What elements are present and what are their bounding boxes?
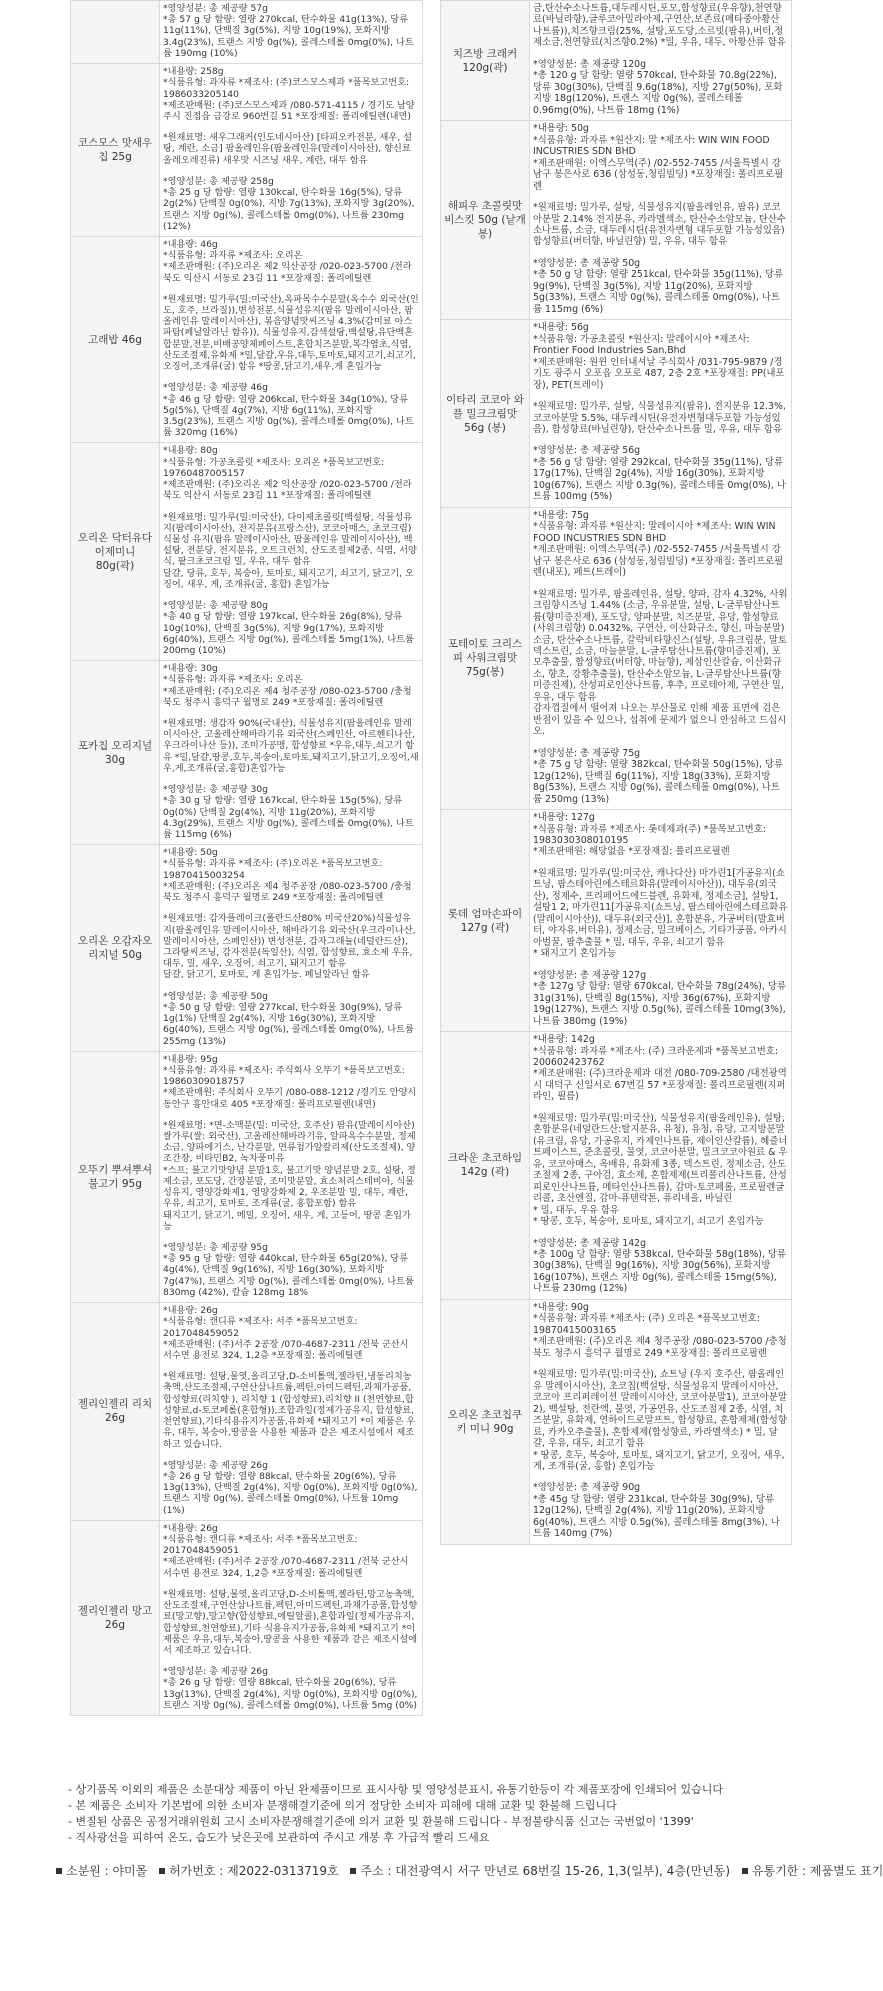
product-details xyxy=(160,1303,423,1521)
product-row xyxy=(71,1303,423,1521)
product-details xyxy=(530,507,792,809)
detail-block: *내용량: 127g *식품유형: 과자류 *제조사: 롯데제과(주) *품목보고번호: 1983030308010195 *제조판매원: 해당없음 *포장재질: 폴리프로필렌 xyxy=(533,812,766,858)
detail-block: *영양성분: 총 제공량 46g *총 46 g 당 함량: 열량 206kcal, 탄수화물 34g(10%), 당류 5g(5%), 단백질 4g(7%), 지방 6g(11%), 포화지방 3.5g(23%), 트랜스 지방 0g(%), 콜레스테롤 0mg(0%), 나트륨 320mg (16%) xyxy=(163,382,414,439)
product-details xyxy=(160,1051,423,1302)
detail-block: *영양성분: 총 제공량 75g *총 75 g 당 함량: 열량 382kcal, 탄수화물 50g(15%), 당류 12g(12%), 단백질 6g(11%), 지방 18g(33%), 포화지방 8g(53%), 트랜스 지방 0g(%), 콜레스테롤 0mg(0%), 나트륨 250mg (13%) xyxy=(533,747,784,805)
detail-block: *내용량: 46g *식품유형: 과자류 *제조사: 오리온 *제조판매원: (주)오리온 제2 익산공장 /020-023-5700 /전라북도 익산시 서동로 23길 11 *포장재질: 폴리에틸렌 xyxy=(163,238,412,284)
product-name: 오리온 초코칩쿠키 미니 90g xyxy=(441,1299,530,1544)
detail-block: *원재료명: 밀가루(밀:미국산), 다이제초콜릿[백설탕, 식물성유지(팜레이시아산), 전지분유(프랑스산), 코코아매스, 초코크림) 식물성 유지(팜유 말레이시아산, 팜올레인유 말레이시아산), 백설탕, 전분당, 전지분유, 오트크런치, 산도조절제2종, 식염, 서양식, 팥크초코크림 밀, 우유, 대두 함유 달걀, 당류, 호두, 복숭아, 토마토, 돼지고기, 쇠고기, 닭고기, 오징어, 새우, 게, 조개류(굴, 홍합) 혼입가능 xyxy=(163,511,417,590)
detail-block: *영양성분: 총 제공량 120g *총 120 g 당 함량: 열량 570kcal, 탄수화물 70.8g(22%), 당류 30g(30%), 단백질 9.6g(18%), 지방 27g(50%), 포화지방 18g(120%), 트랜스 지방 0g(%), 콜레스테롤 0.96mg(0%), 나트륨 18mg (1%) xyxy=(533,58,783,116)
detail-block: *영양성분: 총 제공량 50g *총 50 g 당 함량: 열량 251kcal, 탄수화물 35g(11%), 당류 9g(9%), 단백질 3g(5%), 지방 11g(20%), 포화지방 5g(33%), 트랜스 지방 0g(%), 콜레스테롤 0mg(0%), 나트륨 115mg (6%) xyxy=(533,257,784,315)
product-name: 젤리인젤리 리치 26g xyxy=(71,1303,160,1521)
product-details xyxy=(530,1032,792,1300)
detail-block: *영양성분: 총 제공량 258g *총 25 g 당 함량: 열량 130kcal, 탄수화물 16g(5%), 당류 2g(2%) 단백질 0g(0%), 지방 7g(13%), 포화지방 3g(20%), 트랜스 지방 0g(%), 콜레스테롤 0mg(0%), 나트륨 230mg (12%) xyxy=(163,175,415,232)
right-product-table xyxy=(440,0,792,1545)
detail-block: *영양성분: 총 제공량 90g *총 45g 당 함량: 열량 231kcal, 탄수화물 30g(9%), 당류 12g(12%), 단백질 2g(4%), 지방 11g(20%), 포화지방 6g(40%), 트랜스 지방 0.5g(%), 콜레스테롤 8mg(3%), 나트륨 140mg (7%) xyxy=(533,1482,780,1540)
detail-block: *내용량: 26g *식품유형: 캔디류 *제조사: 서주 *품목보고번호: 2017048459052 *제조판매원: (주)서주 2공장 /070-4687-2311 /전북 군산시 서수면 용전로 324, 1,2층 *포장재질: 폴리에틸렌 xyxy=(163,1305,409,1361)
detail-block: *원재료명: 밀가루(밀:미국산), 쇼트닝 (우지 호주산, 팜올레인유 말레이시아산), 초코칩(백설탕, 식물성유지 말레이시아산, 코코아 프리퍼레이션 말레이시아산, 코코아분말1), 코코아분말2), 백설탕, 전란액, 물엿, 가공연유, 산도조절제 2종, 식염, 치즈분말, 유화제, 연하이드로말프트, 합성향료, 혼합제제(합성향료, 카카오추출물), 혼합제제(합성향료, 카라멜색소) * 밀, 달걀, 우유, 대두, 쇠고기 함유 * 땅콩, 호두, 복숭아, 토마토, 돼지고기, 닭고기, 오징어, 새우, 게, 조개류(굴, 홍합) 혼입가능 xyxy=(533,1369,787,1472)
product-details xyxy=(160,443,423,661)
detail-block: *내용량: 30g *식품유형: 과자류 *제조사: 오리온 *제조판매원: (주)오리온 제4 청주공장 /080-023-5700 /충청북도 청주시 흥덕구 월명로 249 *포장재질: 폴리에틸렌 xyxy=(163,663,412,708)
product-row xyxy=(71,1,423,64)
product-row xyxy=(71,1051,423,1302)
detail-block: *영양성분: 총 제공량 26g *총 26 g 당 함량: 열량 88kcal, 탄수화물 20g(6%), 당류 13g(13%), 단백질 2g(4%), 지방 0g(0%), 포화지방 0g(0%), 트랜스 지방 0g(%), 콜레스테롤 0mg(0%), 나트륨 5mg (0%) xyxy=(163,1666,418,1711)
detail-block: *원재료명: 감자플레이크(폴란드산80% 미국산20%)식물성유지(팜올레인유 말레이시아산, 해바라기유 외국산(우크라이나산, 말레이시아산, 스페인산)) 변성전분, 감자그래뉼(네덜란드산), 그라탕씨즈닝, 감자전분(독일산), 식염, 합성향료, 효소제 우유, 대두, 밀, 새우, 오징어, 쇠고기, 돼지고기 함유 달걀, 닭고기, 토마토, 게 혼입가능. 페닐알라닌 함유 xyxy=(163,913,416,981)
detail-block: *영양성분: 총 제공량 80g *총 40 g 당 함량: 열량 197kcal, 탄수화물 26g(8%), 당류 10g(10%), 단백질 3g(5%), 지방 9g(17%), 포화지방 6g(40%), 트랜스 지방 0g(%), 콜레스테롤 5mg(1%), 나트륨 200mg (10%) xyxy=(163,600,414,656)
product-row xyxy=(441,1299,792,1544)
product-details xyxy=(530,1,792,121)
product-row xyxy=(441,507,792,809)
detail-block: *내용량: 258g *식품유형: 과자류 *제조사: (주)코스모스제과 *품목보고번호: 1986033205140 *제조판매원: (주)코스모스제과 /080-571-4115 / 경기도 남양주시 진접읍 금강로 960번길 51 *포장재질: 폴리에틸렌(내면) xyxy=(163,66,415,122)
detail-block: *영양성분: 총 제공량 30g *총 30 g 당 함량: 열량 167kcal, 탄수화물 15g(5%), 당류 0g(0%) 단백질 2g(4%), 지방 11g(20%), 포화지방 4.3g(29%), 트랜스 지방 0g(%), 콜레스테롤 0mg(0%), 나트륨 115mg (6%) xyxy=(163,784,414,840)
detail-block: *원재료명: 밀가루(밀:미국산),옥파목수수분말(옥수수 외국산(인도, 호주, 브라질)),변성전분,식물성유지(팜유 말레이시아산, 팜올레인유 말레이시아산), 볶음양념맛씨즈닝 4.3%(감미료 아스파탐(페닐알라닌 함유)), 식물성유지,감색설탕,백설탕,유단백혼합분말,전분,비배공양체페이스트,혼합치즈분말,복각염초,식염,산도조절제,유화제 *밀,달걀,우유,대두,토마토,돼지고기,쇠고기,오징어,조개류(굴) 함유 *땅콩,닭고기,새우,게 혼입가능 xyxy=(163,293,419,373)
detail-block: *원재료명: 밀가루, 설탕, 식물성유지(팜올레인유, 팜유) 코코아분말 2.14% 전지분유, 카라멜색소, 탄산수소암모늄, 탄산수소나트륨, 소금, 대두레시틴(유전자변형 대두포함 가능성있음) 합성향료(버터향, 바닐린향) 밀, 우유, 대두 함유 xyxy=(533,202,786,248)
product-row xyxy=(71,64,423,237)
product-details xyxy=(160,845,423,1052)
detail-block: *원재료명: 밀가루(밀:미국산), 식물성유지(팜올레인유), 설탕, 혼합분유(네덜란드산:탈지분유, 유청), 유청, 유당, 고지방분말(유크림, 유당, 가공유지, 카제인나트륨, 제이인산칼륨), 혜즐너트페이스트, 준초콜릿, 물엿, 코코아분말, 밀크코코아원료 & 우유, 코코아매스, 옥배유, 유화제 3종, 덱스트린, 정제소금, 산도조절제 2종, 구아검, 효소제, 혼합제제(트리폴리산나트륨, 산성피로인산나트륨, 메타인산나트륨), 감마-토코페롤, 프로필렌글리콜, 초산엔질, 감마-퓨텐락톤, 퓨리네올, 바닐린 * 밀, 대두, 우유 함유 * 땅콩, 호두, 복숭아, 토마토, 돼지고기, 쇠고기 혼입가능 xyxy=(533,1112,788,1228)
product-name: 코스모스 맛새우칩 25g xyxy=(71,64,160,237)
bullet-icon xyxy=(159,1868,165,1874)
product-row xyxy=(71,443,423,661)
detail-block: *내용량: 95g *식품유형: 과자류 *제조사: 주식회사 오뚜기 *품목보고번호: 19860309018757 *제조판매원: 주식회사 오뚜기 /080-088-1212 /경기도 안양시 동안구 흥안대로 405 *포장재질: 폴리프로필렌(내면) xyxy=(163,1053,417,1110)
detail-block: *원재료명: 설탕,물엿,올리고당,D-소비톨액,젤라틴,망고농축액,산도조절제,구연산삼나트륨,펙틴,아미드펙틴,과채가공품,합성향료(망고향),망고향(합성향료,에틸알콜),혼합과일(정제가공유지,합성향료,천연향료),기타 식용유지가공품,유화제 *돼지고기 *이 제품은 우유,대두,복숭아,땅콩을 사용한 제품과 같은 제조시설에서 제조하고 있습니다. xyxy=(163,1588,418,1656)
seller-footer xyxy=(48,1862,883,1879)
detail-block: *영양성분: 총 제공량 56g *총 56 g 당 함량: 열량 292kcal, 탄수화물 35g(11%), 당류 17g(17%), 단백질 2g(4%), 지방 16g(30%), 포화지방 10g(67%), 트랜스 지방 0.3g(%), 콜레스테롤 0mg(0%), 나트륨 100mg (5%) xyxy=(533,445,786,503)
license-number: 허가번호 : 제2022-0313719호 xyxy=(169,1864,339,1878)
product-name: 오뚜기 뿌셔뿌셔 불고기 95g xyxy=(71,1051,160,1302)
notice-line: - 상기품목 이외의 제품은 소분대상 제품이 아닌 완제품이므로 표시사항 및 영양성분표시, 유통기한등이 각 제품포장에 인쇄되어 있습니다 xyxy=(68,1783,723,1796)
product-row xyxy=(441,320,792,508)
product-row xyxy=(71,845,423,1052)
product-name: 크라운 초코하임 142g (곽) xyxy=(441,1032,530,1300)
detail-block: *내용량: 56g *식품유형: 가공초콜릿 *원산지: 말레이시아 *제조사: Frontier Food Industries San,Bhd *제조판매원: 원윈 인터내셔날 주식회사 /031-795-9879 /경기도 광주시 오포읍 오포로 487, 2층 2호 *포장재질: PP(내포장), PET(트레이) xyxy=(533,322,785,391)
product-details xyxy=(160,236,423,443)
detail-block: *원재료명: 설탕,물엿,올리고당,D-소비톨액,젤라틴,냉동리치농축액,산도조절제,구연산삼나트륨,펙틴,아미드펙틴,과채가공품,합성향료(리치향 ), 리치향 1 (합성향료),리치향 II (천연향료,합성향료,d-토코페롤(혼합형)),조합과일(정제가공유지, 합성향료,천연향료),기타식용유지가공품,유화제 *돼지고기 *이 제품은 우유, 대두, 복숭아,땅콩을 사용한 제품과 같은 제조시설에서 제조하고 있습니다. xyxy=(163,1371,416,1450)
bullet-icon xyxy=(56,1868,62,1874)
seller-address: 주소 : 대전광역시 서구 만년로 68번길 15-26, 1,3(일부), 4층(만년동) xyxy=(360,1864,731,1878)
detail-block: *원재료명: *면-소맥분(밀: 미국산, 호주산) 팜유(말레이시아산) 쌀가루(쌀: 외국산), 고올레산해바라기유, 알파옥수수분말, 정제소금, 양파에기스, 난각분말, 면류첨가알칼리제(산도조절제), 양조간장, 비타민B2, 녹차풍미유 *스프; 불고기맛양념 분말1호, 불고기맛 양념분말 2호, 설탕, 정제소금, 포도당, 간장분말, 조미맛분말, 효소처리스테비아, 식물성유지, 영양강화제1, 영양강화제 2, 우조분말 밀, 대두, 계란, 우유, 쇠고기, 토마토, 조개류(굴, 홍합포함) 함유 돼지고기, 닭고기, 메밀, 오징어, 새우, 게, 고등어, 땅콩 혼입가능 xyxy=(163,1119,416,1232)
notice-line: - 본 제품은 소비자 기본법에 의한 소비자 분쟁해결기준에 의거 정당한 소비자 피해에 대해 교환 및 환불해 드립니다 xyxy=(68,1799,617,1812)
product-name: 롯데 엄마손파이 127g (곽) xyxy=(441,810,530,1032)
left-product-table xyxy=(70,0,423,1716)
detail-block: *영양성분: 총 제공량 95g *총 95 g 당 함량: 열량 440kcal, 탄수화물 65g(20%), 당류 4g(4%), 단백질 9g(16%), 지방 16g(30%), 포화지방 7g(47%), 트랜스 지방 0g(%), 콜레스테롤 0mg(0%), 나트륨 830mg (42%), 칼슘 128mg 18% xyxy=(163,1242,414,1298)
product-name: 오리온 오감자오리지널 50g xyxy=(71,845,160,1052)
product-row xyxy=(441,1032,792,1300)
detail-block: *영양성분: 총 제공량 26g *총 26 g 당 함량: 열량 88kcal, 탄수화물 20g(6%), 당류 13g(13%), 단백질 2g(4%), 지방 0g(0%), 포화지방 0g(0%), 트랜스 지방 0g(%), 콜레스테롤 0mg(0%), 나트륨 10mg (1%) xyxy=(163,1459,418,1516)
detail-block: *내용량: 50g *식품유형: 과자류 *원산지: 말 *제조사: WIN WIN FOOD INCUSTRIES SDN BHD *제조판매원: 이엑스무역(주) /02-552-7455 /서울특별시 강남구 봉은사로 636 (삼성동,청림빌딩) *포장재질: 폴리프로필렌 xyxy=(533,123,784,192)
product-row xyxy=(441,121,792,320)
product-name: 젤리인젤리 망고 26g xyxy=(71,1520,160,1715)
product-row xyxy=(71,236,423,443)
product-details xyxy=(160,1520,423,1715)
detail-block: *내용량: 75g *식품유형: 과자류 *원산지: 말레이시아 *제조사: WIN WIN FOOD INCUSTRIES SDN BHD *제조판매원: 이엑스무역(주) /02-552-7455 /서울특별시 강남구 봉은사로 636 (삼성동,청림빌딩) *포장재질: 폴리프로필렌(내포), 페트(트레이) xyxy=(533,509,784,579)
detail-block: *내용량: 80g *식품유형: 가공초콜릿 *제조사: 오리온 *품목보고번호: 19760487005157 *제조판매원: (주)오리온 제2 익산공장 /020-023-5700 /전라북도 익산시 서동로 23길 11 *포장재질: 폴리에틸렌 xyxy=(163,445,412,502)
detail-block: *원재료명: 밀가루(밀:미국산, 캐나다산) 마가린1[가공유지(쇼트닝, 팜스테아린에스테르화유(말레이시아산)), 대두유(외국산), 정제수, 프리페어드에드블렌, 유화제, 정제소금], 설탕1, 설탕1 2, 마가린11[가공유지(쇼트닝, 팜스테아린에스테르화유(말레이시아산)), 대두유(외국산)], 혼합분유, 가공버터(발효버터, 야자유,버터유), 정제소금, 밀크베이스, 기타가공품, 아카시아벌꿀, 팜추출물 * 밀, 대두, 우유, 쇠고기 함유 * 돼지고기 혼입가능 xyxy=(533,867,788,960)
expiry-info: 유통기한 : 제품별도 표기 xyxy=(751,1864,883,1878)
nutrition-table-left xyxy=(70,0,423,1716)
product-details xyxy=(160,1,423,64)
product-details xyxy=(160,64,423,237)
nutrition-table-right xyxy=(440,0,792,1545)
product-name: 오리온 닥터유다이제미니 80g(곽) xyxy=(71,443,160,661)
product-name: 이타리 코코아 와플 밀크크림맛 56g (봉) xyxy=(441,320,530,508)
detail-block: *영양성분: 총 제공량 127g *총 127g 당 함량: 열량 670kcal, 탄수화물 78g(24%), 당류 31g(31%), 단백질 8g(15%), 지방 36g(67%), 포화지방 19g(127%), 트랜스 지방 0.5g(%), 콜레스테롤 10mg(3%), 나트륨 380mg (19%) xyxy=(533,969,787,1027)
detail-block: 금,탄산수소나트륨,대두레시틴,포모,합성향료(우유향),천연향료(바닐라향),글루코아밀라아제,구연산,보존료(메타중아황산나트륨)),치즈향크림(25%, 설탕,포도당,소르빗(팜유),버터,정제소금,천연향료(치즈향0.2%) *밀, 우유, 대두, 아황산류 함유 xyxy=(533,3,786,49)
notice-section xyxy=(68,1782,808,1846)
detail-block: *내용량: 142g *식품유형: 과자류 *제조사: (주) 크라운제과 *품목보고번호: 200602423762 *제조판매원: (주)크라운제과 대전 /080-709-2580 /대전광역시 대덕구 신일서로 67번길 57 *포장재질: 폴리프로필렌(지퍼라인, 필름) xyxy=(533,1034,787,1103)
product-name xyxy=(71,1,160,64)
product-details xyxy=(530,121,792,320)
detail-block: *내용량: 90g *식품유형: 과자류 *제조사: (주) 오리온 *품목보고번호: 19870415003165 *제조판매원: (주)오리온 제4 청주공장 /080-023-5700 /충청북도 청주시 흥덕구 월명로 249 *포장재질: 폴리프로필렌 xyxy=(533,1301,787,1359)
detail-block: *원재료명: 생감자 90%(국내산), 식물성유지(팜올레인유 말레이시아산, 고올레산해바라기유 외국산(스페인산, 아르헨티나산, 우크라이나산 등)), 조미가공맹, 합성향료 *우유,대두,쇠고기 함유 *밀,달걀,땅콩,호두,복숭아,토마토,돼지고기,닭고기,오징어,새우,게,조개류(굴,홍합)혼입가능 xyxy=(163,718,419,774)
product-row xyxy=(441,810,792,1032)
notice-line: - 직사광선을 피하여 온도, 습도가 낮은곳에 보관하여 주시고 개봉 후 가급적 빨리 드세요 xyxy=(68,1831,490,1844)
detail-block: *내용량: 50g *식품유형: 과자류 *제조사: (주)오리온 *품목보고번호: 19870415003254 *제조판매원: (주)오리온 제4 청주공장 /080-023-5700 /충청북도 청주시 흥덕구 월명로 249 *포장재질: 폴리에틸렌 xyxy=(163,847,412,904)
seller-name: 소분원 : 야미몰 xyxy=(66,1864,148,1878)
detail-block: *내용량: 26g *식품유형: 캔디류 *제조사: 서주 *품목보고번호: 2017048459051 *제조판매원: (주)서주 2공장 /070-4687-2311 /전북 군산시 서수면 용전로 324, 1,2층 *포장재질: 폴리에틸렌 xyxy=(163,1522,409,1579)
bullet-icon xyxy=(742,1868,748,1874)
product-details xyxy=(160,661,423,845)
detail-block: *원재료명: 새우그래커(인도네시아산) [타피오카전분, 새우, 설탕, 계란, 소금] 팜올레인유(팜올레인유(말레이시아산), 향신료 올레오레진류) 새우맛 시즈닝 새우, 계란, 대두 함유 xyxy=(163,132,412,166)
detail-block: *영양성분: 총 제공량 142g *총 100g 당 함량: 열량 538kcal, 탄수화물 58g(18%), 당류 30g(38%), 단백질 9g(16%), 지방 30g(56%), 포화지방 16g(107%), 트랜스 지방 0g(%), 콜레스테롤 15mg(5%), 나트륨 230mg (12%) xyxy=(533,1237,787,1295)
product-row xyxy=(71,661,423,845)
product-details xyxy=(530,1299,792,1544)
notice-line: - 변질된 상품은 공정거래위원회 고시 소비자분쟁해결기준에 의거 교환 및 환불해 드립니다 - 부정불량식품 신고는 국번없이 '1399' xyxy=(68,1815,694,1828)
product-row xyxy=(441,1,792,121)
detail-block: *영양성분: 총 제공량 57g *총 57 g 당 함량: 열량 270kcal, 탄수화물 41g(13%), 당류 11g(11%), 단백질 3g(5%), 지방 10g(19%), 포화지방 3.4g(23%), 트랜스 지방 0g(%), 콜레스테롤 0mg(0%), 나트륨 190mg (10%) xyxy=(163,3,414,59)
product-row xyxy=(71,1520,423,1715)
product-name: 포카칩 오리지널 30g xyxy=(71,661,160,845)
product-name: 치즈방 크래커 120g(곽) xyxy=(441,1,530,121)
detail-block: *영양성분: 총 제공량 50g *총 50 g 당 함량: 열량 277kcal, 탄수화물 30g(9%), 당류 1g(1%) 단백질 2g(4%), 지방 16g(30%), 포화지방 6g(40%), 트랜스 지방 0g(%), 콜레스테롤 0mg(0%), 나트륨 255mg (13%) xyxy=(163,990,414,1047)
product-name: 고래밥 46g xyxy=(71,236,160,443)
product-details xyxy=(530,320,792,508)
product-name: 해피우 초콜릿맛 비스킷 50g (낱개봉) xyxy=(441,121,530,320)
bullet-icon xyxy=(350,1868,356,1874)
detail-block: *원재료명: 밀가루, 팜올레인유, 설탕, 양파, 감자 4.32%, 사워크림향시즈닝 1.44% (소금, 우유분말, 설탕, L-글루탐산나트륨(향미증진제), 포도당, 양파분말, 치즈분말, 유당, 합성향료(사워크림향) 0.0432%, 구연산, 이산화규소, 향신, 마늘분말) 소금, 탄산수소나트륨, 갈락비타향신스(설탕, 우유크림분, 말토덱스트린, 소금, 마늘분말, L-글루탐산나트륨(향미증진제), 포모추출물, 합성향료(버터향, 마늘향), 제삼인산칼슘, 이산화규소, 향초, 강황추출물), 탄산수소암모늄, L-글루탐산나트륨(향미증진제), 산성피로인산나트륨, 후추, 프로테아제, 구연산 밀, 우유, 대두 함유 감자껍질에서 떨어져 나오는 부산물로 인해 제품 표면에 검은 반점이 있을 수 있으나, 섭취에 문제가 없으니 안심하고 드십시오. xyxy=(533,588,788,738)
detail-block: *원재료명: 밀가루, 설탕, 식물성유지(팜유), 전지분유 12.3%, 코코아분말 5.5%, 대두레시틴(유전자변형대두포함 가능성있음), 합성향료(바닐린향), 탄산수소나트륨 밀, 우유, 대두 함유 xyxy=(533,401,786,435)
product-name: 포테이토 크리스피 사워크림맛 75g(봉) xyxy=(441,507,530,809)
product-details xyxy=(530,810,792,1032)
